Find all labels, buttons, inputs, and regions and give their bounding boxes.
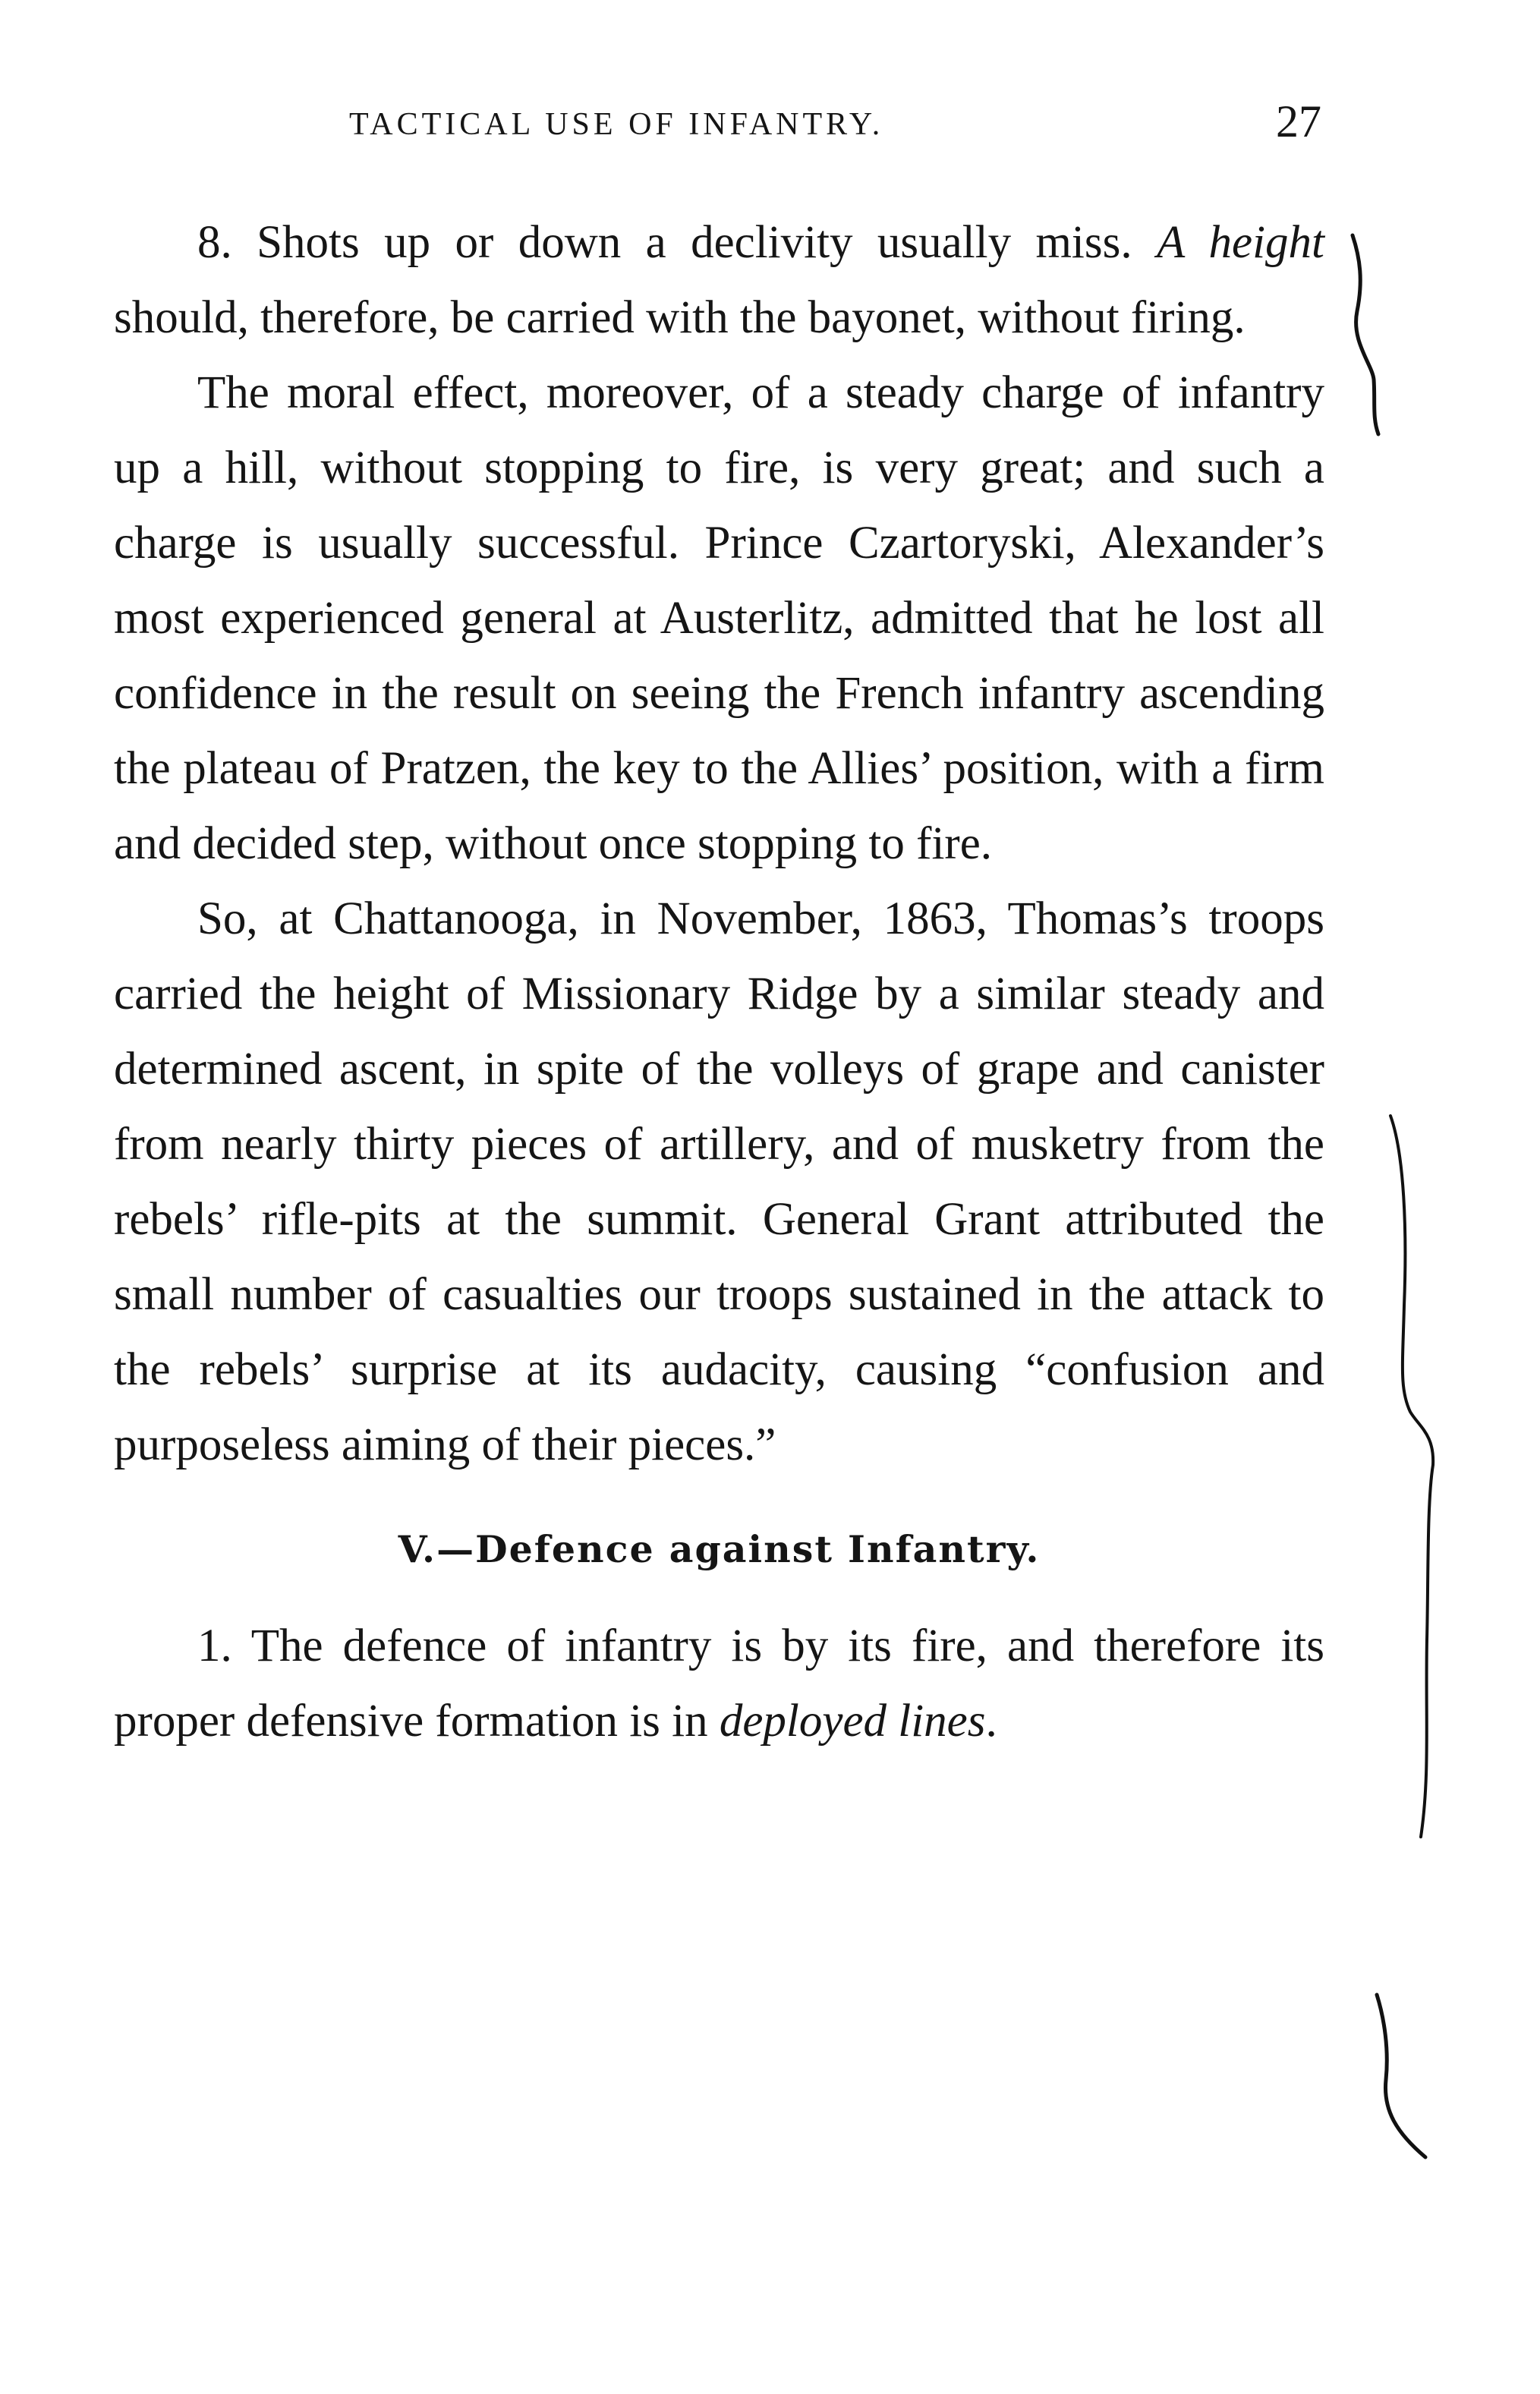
italic-phrase: A height (1156, 217, 1324, 268)
margin-bracket-mark (1374, 1108, 1465, 1852)
body-text (114, 205, 1324, 1759)
paragraph-text: should, therefore, be carried with the bayonet, without firing. (114, 292, 1246, 343)
paragraph-text: . (985, 1696, 997, 1747)
italic-phrase: deployed lines (719, 1696, 986, 1747)
running-title: TACTICAL USE OF INFANTRY. (349, 107, 884, 142)
paragraph-text: 8. Shots up or down a declivity usually miss. (197, 217, 1157, 268)
paragraph-text: 1. The defence of infantry is by its fire, and therefore its proper defensive formation is in (114, 1621, 1324, 1747)
section-heading: V.—Defence against Infantry. (398, 1527, 1041, 1571)
paragraph-moral-effect: The moral effect, moreover, of a steady charge of infantry up a hill, without stopping to fire, is very great; and such a charge is usually successful. Prince Czartoryski, Alexander’s most experienced general at Austerlitz, admitted that he lost all confidence in the result on seeing the French infantry ascending the plateau of Pratzen, the key to the Allies’ position, with a firm and decided step, without once stopping to fire. (114, 367, 1324, 869)
paragraph-defence (114, 1608, 1324, 1759)
paragraph-chattanooga: So, at Chattanooga, in November, 1863, Thomas’s troops carried the height of Missionary Ridge by a similar steady and determined ascent, in spite of the volleys of grape and canister from nearly thirty pieces of artillery, and of musketry from the rebels’ rifle-pits at the summit. General Grant attributed the small number of casualties our troops sustained in the attack to the rebels’ surprise at its audacity, causing “confusion and purposeless aiming of their pieces.” (114, 893, 1324, 1470)
margin-bracket-mark (1359, 1989, 1450, 2163)
page-number: 27 (1276, 96, 1321, 146)
margin-bracket-mark (1328, 228, 1419, 440)
paragraph-shots-declivity (114, 205, 1324, 355)
